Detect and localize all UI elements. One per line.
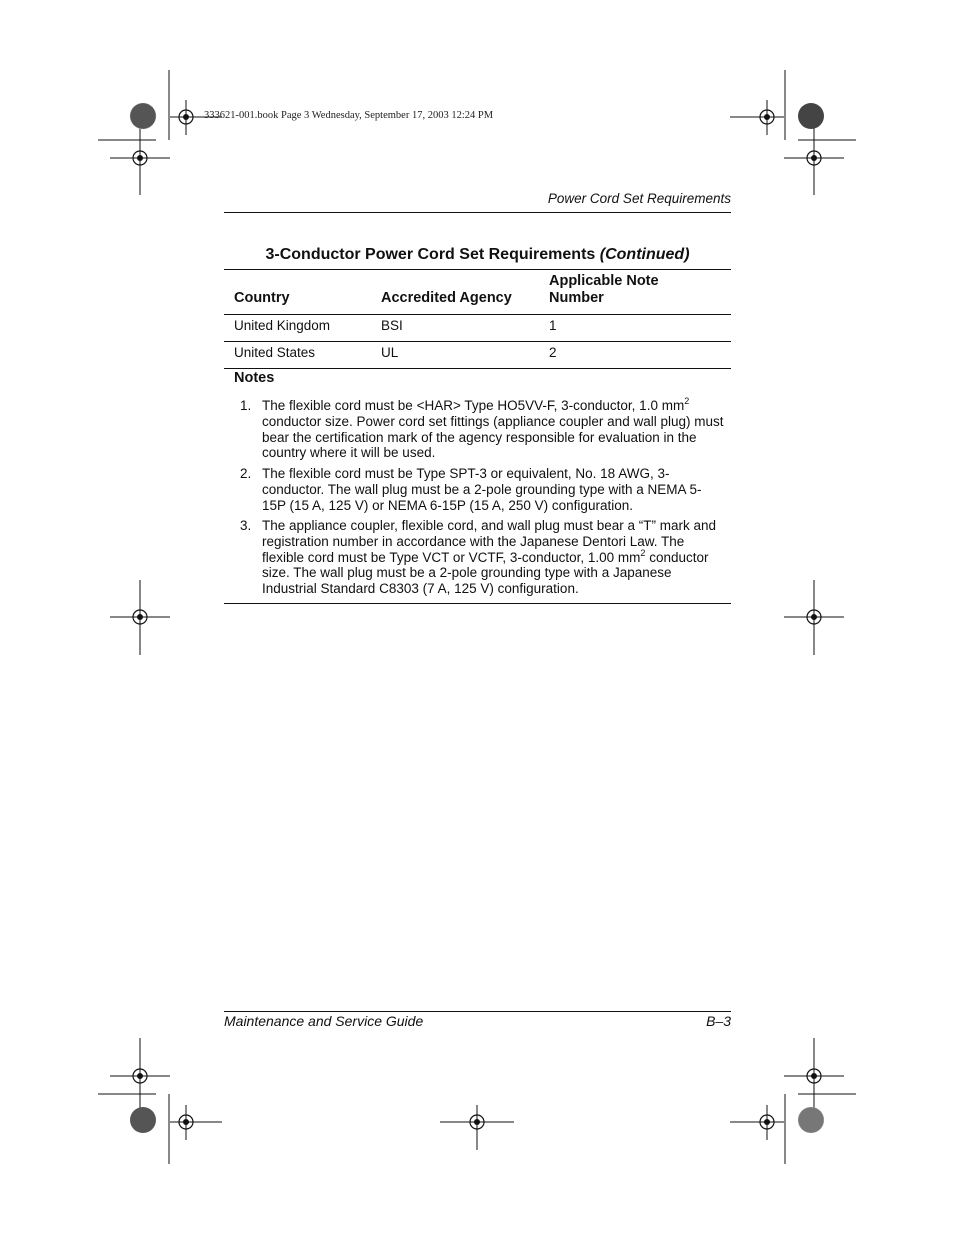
cell-note: 2 xyxy=(549,345,557,360)
note-item xyxy=(240,466,724,513)
note-text-part: The appliance coupler, flexible cord, and wall plug must bear a “T” mark and registration number in accordance with the Japanese Dentori Law. The flexible cord must be Type VCT or VCTF, 3-conductor, 1.00 mm xyxy=(262,518,716,565)
footer-page-number: B–3 xyxy=(706,1013,731,1029)
table-title xyxy=(224,246,731,264)
notes-title: Notes xyxy=(234,370,275,386)
header-rule xyxy=(224,212,731,213)
column-header-country: Country xyxy=(234,290,290,306)
column-header-agency: Accredited Agency xyxy=(381,290,512,306)
note-text xyxy=(262,518,724,597)
print-slug-line: 333621-001.book Page 3 Wednesday, September 17, 2003 12:24 PM xyxy=(204,110,494,121)
cell-agency: BSI xyxy=(381,318,403,333)
note-superscript: 2 xyxy=(684,396,690,406)
notes-bottom-rule xyxy=(224,603,731,604)
table-header-rule xyxy=(224,314,731,315)
note-text-part: conductor size. Power cord set fittings (appliance coupler and wall plug) must bear the certification mark of the agency responsible for evaluation in the country where it will be used. xyxy=(262,413,724,461)
note-text xyxy=(262,398,724,461)
note-item xyxy=(240,398,724,461)
cell-country: United States xyxy=(234,345,316,360)
row-divider xyxy=(224,341,731,342)
cell-agency: UL xyxy=(381,345,399,360)
column-header-note-number: Applicable Note Number xyxy=(549,273,659,306)
note-number: 3. xyxy=(240,518,252,533)
note-text: The flexible cord must be Type SPT-3 or equivalent, No. 18 AWG, 3-conductor. The wall plug must be a 2-pole grounding type with a NEMA 5-15P (15 A, 125 V) or NEMA 6-15P (15 A, 250 V) configuration. xyxy=(262,466,702,513)
table-bottom-rule xyxy=(224,368,731,369)
note-number: 2. xyxy=(240,466,252,481)
footer-book-title: Maintenance and Service Guide xyxy=(224,1013,424,1029)
note-text-part: conductor size. The wall plug must be a 2-pole grounding type with a Japanese Industrial Standard C8303 (7 A, 125 V) configuration. xyxy=(262,549,709,597)
table-title-suffix: (Continued) xyxy=(599,246,690,263)
cell-note: 1 xyxy=(549,318,557,333)
running-header: Power Cord Set Requirements xyxy=(547,191,731,206)
table-title-text: 3-Conductor Power Cord Set Requirements xyxy=(265,246,596,263)
footer-rule xyxy=(224,1011,731,1012)
note-number: 1. xyxy=(240,398,252,413)
table-top-rule xyxy=(224,269,731,270)
note-item xyxy=(240,518,724,597)
cell-country: United Kingdom xyxy=(234,318,331,333)
note-superscript: 2 xyxy=(640,547,646,558)
note-text-part: The flexible cord must be <HAR> Type HO5VV-F, 3-conductor, 1.0 mm xyxy=(262,398,685,413)
